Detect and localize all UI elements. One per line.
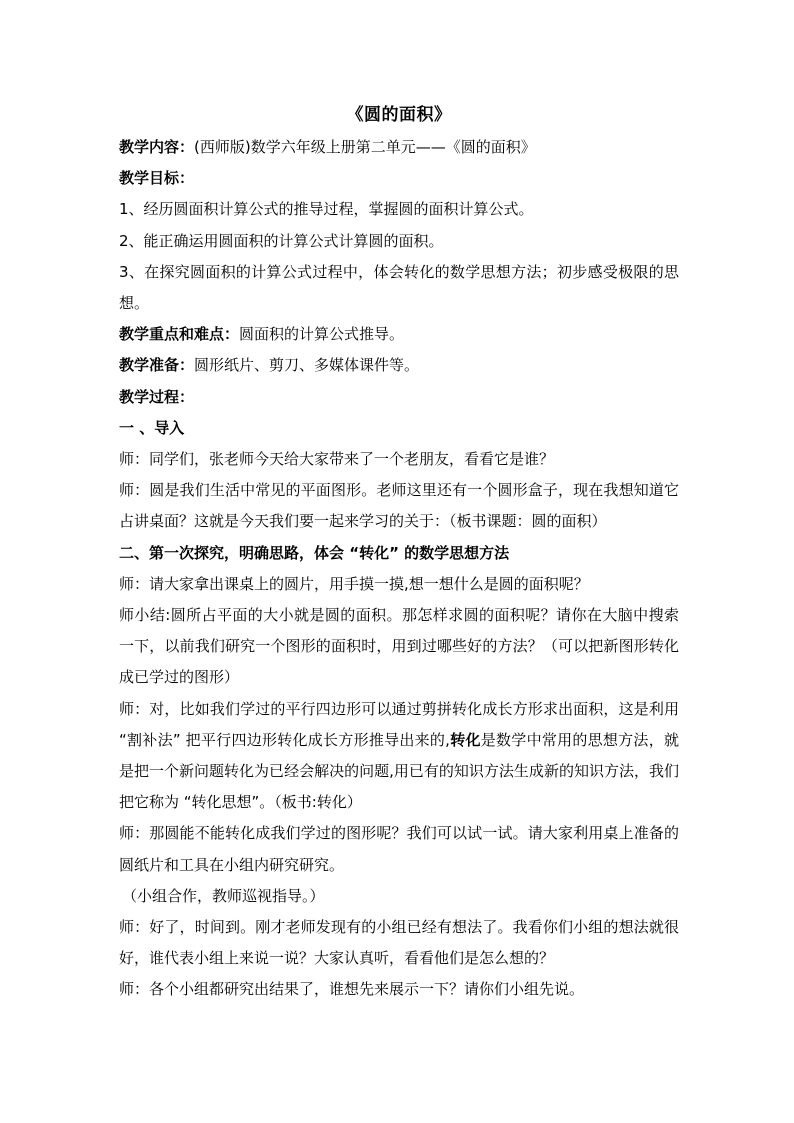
section-1-paragraph-2: 师：圆是我们生活中常见的平面图形。老师这里还有一个圆形盒子，现在我想知道它占讲桌面？这就是今天我们要一起来学习的关于：（板书课题：圆的面积） <box>119 481 679 531</box>
teaching-content-label: 教学内容： <box>119 138 195 156</box>
preparation-label: 教学准备： <box>119 356 195 375</box>
process-heading: 教学过程： <box>119 387 195 406</box>
section-1-paragraph-1: 师：同学们，张老师今天给大家带来了一个老朋友，看看它是谁？ <box>119 450 555 469</box>
section-2-paragraph-1: 师：请大家拿出课桌上的圆片，用手摸一摸,想一想什么是圆的面积呢？ <box>119 574 589 593</box>
teaching-content-text: (西师版)数学六年级上册第二单元——《圆的面积》 <box>194 138 536 156</box>
teaching-content <box>119 132 679 163</box>
document-title: 《圆的面积》 <box>346 105 452 125</box>
section-2-paragraph-2: 师小结:圆所占平面的大小就是圆的面积。那怎样求圆的面积呢？请你在大脑中搜索一下，以前我们研究一个图形的面积时，用到过哪些好的方法？（可以把新图形转化成已学过的图形） <box>119 606 679 687</box>
emphasis-transformation: 转化 <box>449 730 481 749</box>
objective-item-2: 2、能正确运用圆面积的计算公式计算圆的面积。 <box>119 231 444 250</box>
section-1-heading: 一 、导入 <box>119 418 185 437</box>
section-2-paragraph-3-part-1: 师：对，比如我们学过的平行四边形可以通过剪拼转化成长方形求出面积，这是利用 “割补法” 把平行四边形转化成长方形推导出来的, <box>119 699 679 749</box>
objective-item-1: 1、经历圆面积计算公式的推导过程，掌握圆的面积计算公式。 <box>119 200 534 219</box>
section-2-paragraph-3 <box>119 694 679 819</box>
section-2-paragraph-5: （小组合作，教师巡视指导。） <box>122 886 325 905</box>
key-points <box>119 319 679 350</box>
objectives-heading: 教学目标： <box>119 169 195 188</box>
section-2-paragraph-4: 师：那圆能不能转化成我们学过的图形呢？我们可以试一试。请大家利用桌上准备的圆纸片和工具在小组内研究研究。 <box>119 824 679 874</box>
section-2-paragraph-7: 师：各个小组都研究出结果了，谁想先来展示一下？请你们小组先说。 <box>119 980 585 999</box>
preparation-text: 圆形纸片、剪刀、多媒体课件等。 <box>194 356 420 375</box>
document-body <box>119 98 679 1006</box>
preparation <box>119 350 679 381</box>
section-2-heading: 二、第一次探究，明确思路，体会 “转化” 的数学思想方法 <box>119 543 510 562</box>
section-2-paragraph-6: 师：好了，时间到。刚才老师发现有的小组已经有想法了。我看你们小组的想法就很好，谁代表小组上来说一说？大家认真听，看看他们是怎么想的？ <box>119 918 679 968</box>
key-points-text: 圆面积的计算公式推导。 <box>239 325 405 344</box>
section-2-paragraph-3-part-2: 是数学中常用的思想方法，就是把一个新问题转化为已经会解决的问题,用已有的知识方法生成新的知识方法，我们把它称为 “转化思想”。（板书:转化） <box>119 730 679 812</box>
objective-item-3: 3、在探究圆面积的计算公式过程中，体会转化的数学思想方法；初步感受极限的思想。 <box>119 262 679 313</box>
key-points-label: 教学重点和难点： <box>119 325 240 344</box>
